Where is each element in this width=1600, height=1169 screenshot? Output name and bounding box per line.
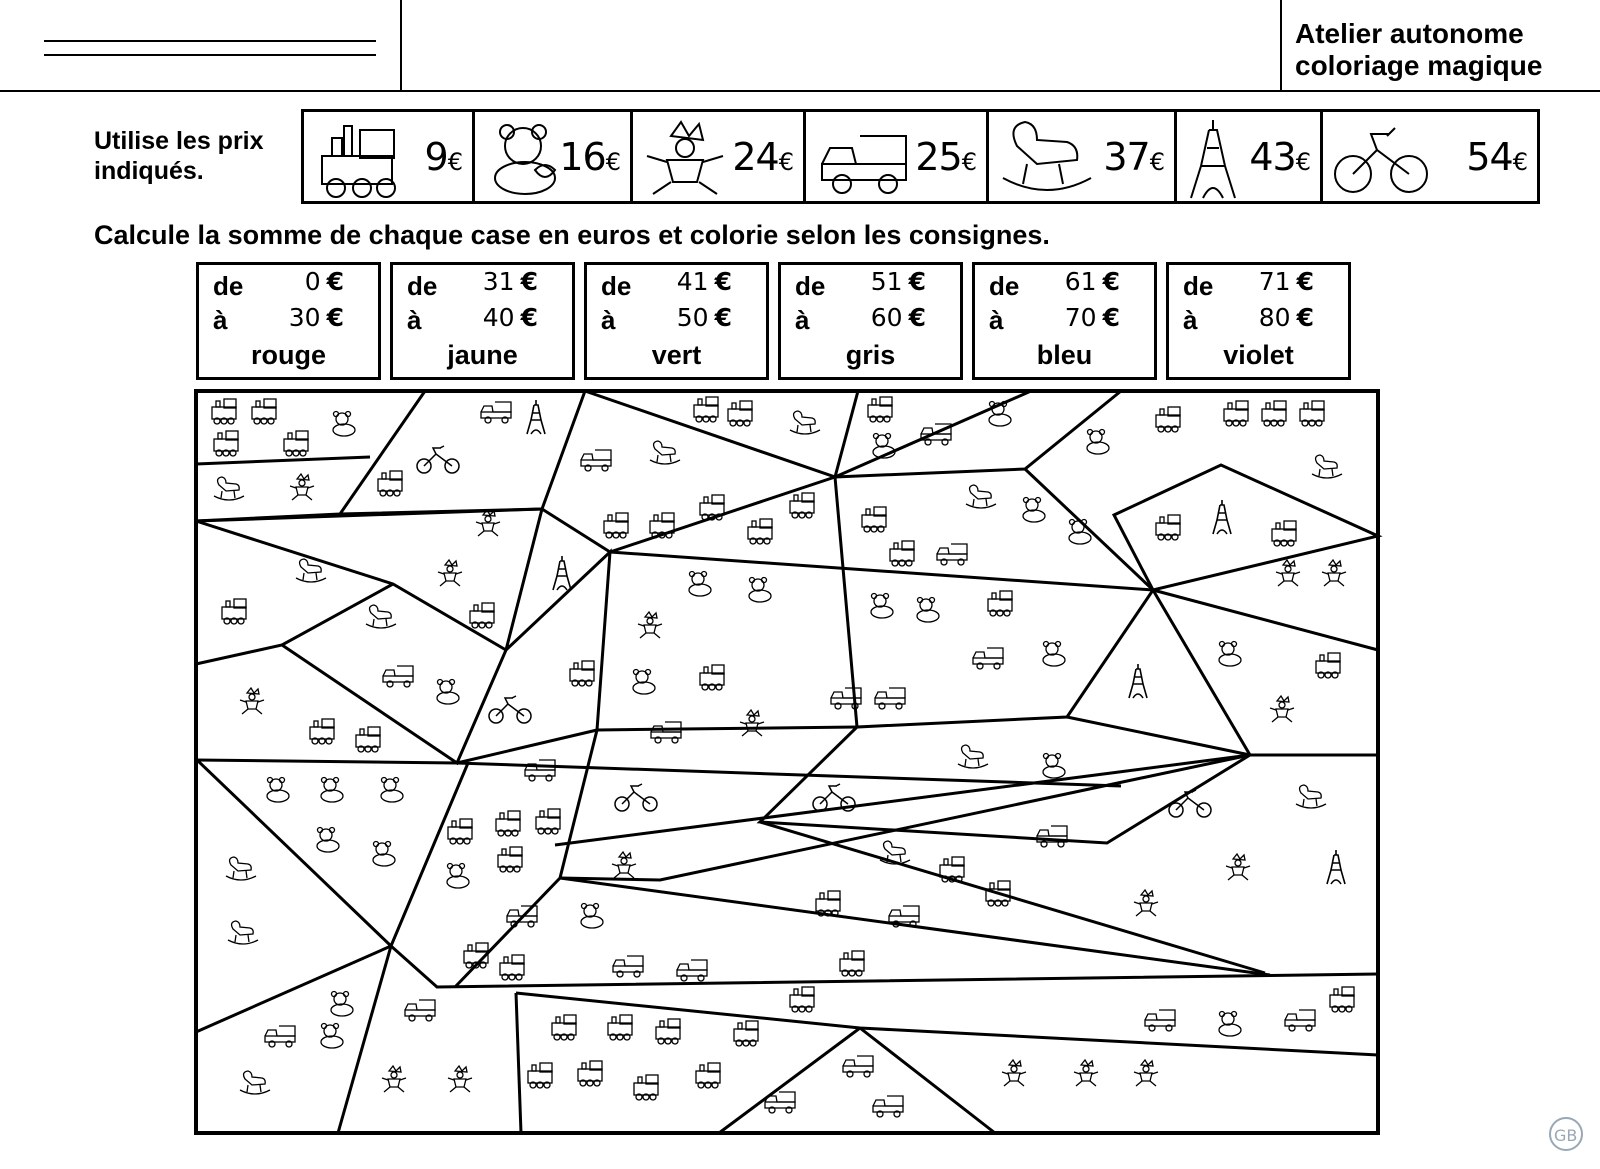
legend-de: de bbox=[795, 271, 826, 301]
legend-a: à bbox=[989, 305, 1004, 335]
instruction-line-2: indiqués. bbox=[94, 157, 204, 185]
legend-from: 51 € bbox=[870, 267, 926, 296]
price-horse: 37€ bbox=[1103, 134, 1164, 179]
legend-from: 61 € bbox=[1064, 267, 1120, 296]
legend-de: de bbox=[989, 271, 1020, 301]
price-tricycle: 54€ bbox=[1466, 134, 1527, 179]
legend-a: à bbox=[795, 305, 810, 335]
instruction-sentence: Calcule la somme de chaque case en euros et colorie selon les consignes. bbox=[94, 220, 1050, 250]
instruction-line-1: Utilise les prix bbox=[94, 127, 264, 155]
legend-a: à bbox=[213, 305, 228, 335]
legend-from: 41 € bbox=[676, 267, 732, 296]
title-line-1: Atelier autonome bbox=[1295, 18, 1524, 49]
legend-de: de bbox=[213, 271, 244, 301]
legend-de: de bbox=[1183, 271, 1214, 301]
watermark-text: GB bbox=[1554, 1126, 1578, 1145]
legend-color: jaune bbox=[447, 340, 518, 370]
legend-to: 30 € bbox=[288, 303, 344, 332]
legend-a: à bbox=[1183, 305, 1198, 335]
legend-from: 31 € bbox=[482, 267, 538, 296]
legend-to: 80 € bbox=[1258, 303, 1314, 332]
price-eiffel: 43€ bbox=[1249, 134, 1310, 179]
watermark-logo bbox=[1550, 1118, 1582, 1150]
legend-de: de bbox=[601, 271, 632, 301]
legend-color: vert bbox=[651, 340, 702, 370]
price-truck: 25€ bbox=[915, 134, 976, 179]
legend-to: 50 € bbox=[676, 303, 732, 332]
legend-a: à bbox=[601, 305, 616, 335]
legend-to: 60 € bbox=[870, 303, 926, 332]
legend-color: bleu bbox=[1036, 340, 1093, 370]
legend-from: 0 € bbox=[304, 267, 344, 296]
legend-to: 40 € bbox=[482, 303, 538, 332]
price-teddy: 16€ bbox=[559, 134, 620, 179]
legend-de: de bbox=[407, 271, 438, 301]
price-jester: 24€ bbox=[732, 134, 793, 179]
legend-from: 71 € bbox=[1258, 267, 1314, 296]
title-line-2: coloriage magique bbox=[1295, 50, 1543, 81]
legend-color: rouge bbox=[250, 340, 326, 370]
legend-color: violet bbox=[1223, 340, 1294, 370]
legend-color: gris bbox=[845, 340, 896, 370]
legend-a: à bbox=[407, 305, 422, 335]
legend-to: 70 € bbox=[1064, 303, 1120, 332]
price-train: 9€ bbox=[424, 134, 462, 179]
